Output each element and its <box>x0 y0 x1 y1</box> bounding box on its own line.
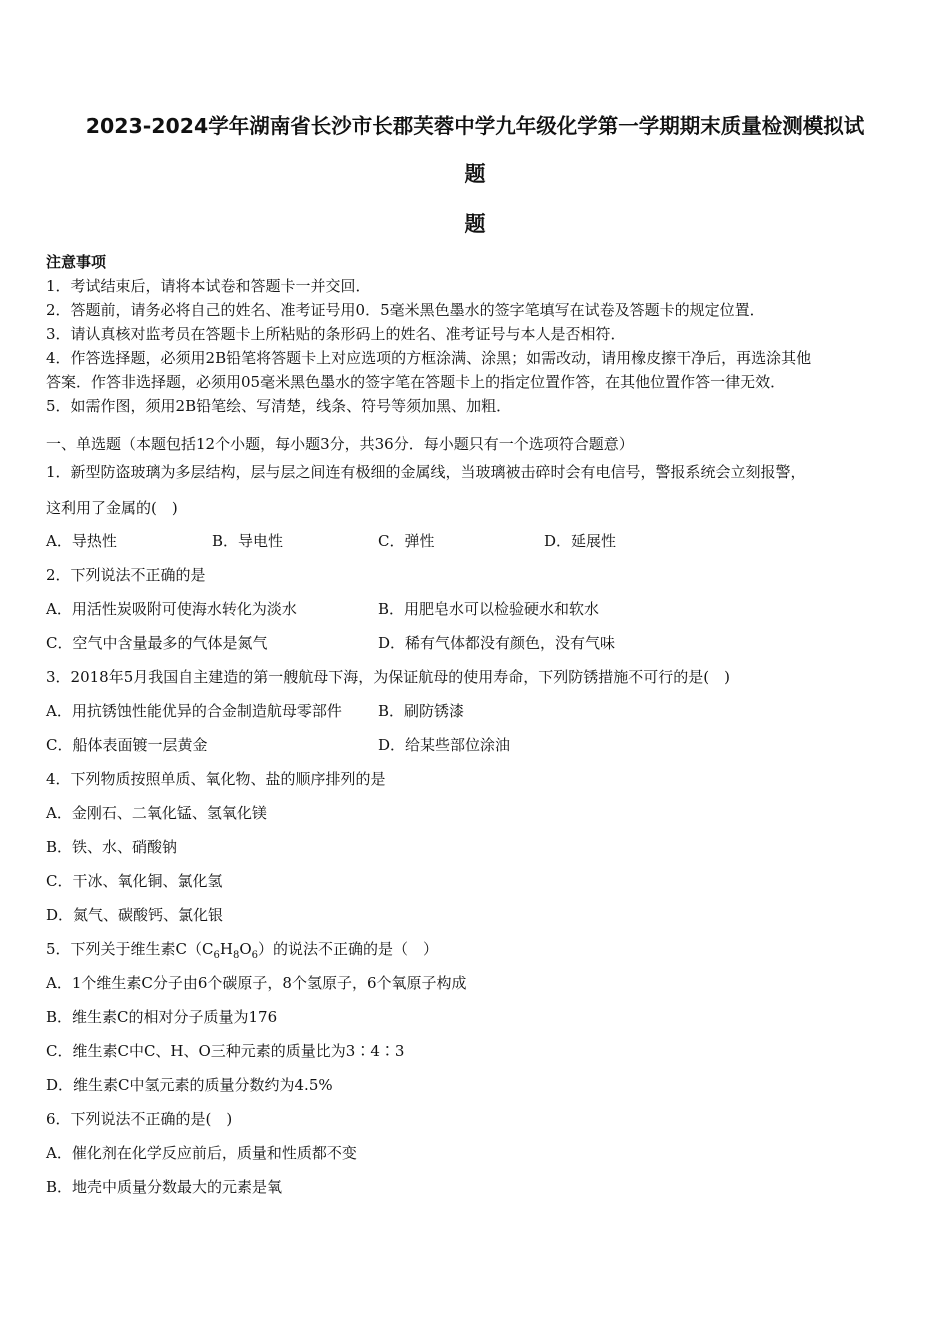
option-d: D．延展性 <box>544 532 617 550</box>
stem-text: 5．下列关于维生素C（C <box>46 940 214 958</box>
option-row <box>46 694 904 728</box>
question-stem: 6．下列说法不正确的是( ) <box>46 1110 233 1128</box>
question-stem: 这利用了金属的( ) <box>46 499 178 517</box>
option-a: A．用抗锈蚀性能优异的合金制造航母零部件 <box>46 702 342 720</box>
option-b: B．铁、水、硝酸钠 <box>46 838 178 856</box>
option-c: C．干冰、氧化铜、氯化氢 <box>46 872 223 890</box>
option-c: C．空气中含量最多的气体是氮气 <box>46 634 268 652</box>
notice-item: 3．请认真核对监考员在答题卡上所粘贴的条形码上的姓名、准考证号与本人是否相符． <box>46 325 626 343</box>
option-b: B．地壳中质量分数最大的元素是氧 <box>46 1178 283 1196</box>
notice-item: 答案．作答非选择题，必须用05毫米黑色墨水的签字笔在答题卡上的指定位置作答，在其他位置作答一律无效． <box>46 373 786 391</box>
subscript: 8 <box>232 950 240 961</box>
option-row <box>46 592 904 626</box>
option-b: B．用肥皂水可以检验硬水和软水 <box>378 600 600 618</box>
stem-text: ）的说法不正确的是（ ） <box>258 940 439 958</box>
option-c: C．弹性 <box>378 532 435 550</box>
option-d: D．氮气、碳酸钙、氯化银 <box>46 906 224 924</box>
exam-body <box>46 250 904 1204</box>
exam-title-line-3: 题 <box>464 212 486 236</box>
question-stem: 4．下列物质按照单质、氧化物、盐的顺序排列的是 <box>46 770 386 788</box>
option-d: D．维生素C中氢元素的质量分数约为4.5% <box>46 1076 333 1094</box>
option-b: B．维生素C的相对分子质量为176 <box>46 1008 278 1026</box>
notice-item: 4．作答选择题，必须用2B铅笔将答题卡上对应选项的方框涂满、涂黑；如需改动，请用橡皮擦干净后，再选涂其他 <box>46 349 812 367</box>
exam-title-line-1: 2023-2024学年湖南省长沙市长郡芙蓉中学九年级化学第一学期期末质量检测模拟试 <box>85 114 865 138</box>
subscript: 6 <box>213 950 220 961</box>
notice-item: 2．答题前，请务必将自己的姓名、准考证号用0．5毫米黑色墨水的签字笔填写在试卷及答题卡的规定位置． <box>46 301 765 319</box>
option-a: A．用活性炭吸附可使海水转化为淡水 <box>46 600 297 618</box>
option-row <box>46 626 904 660</box>
option-d: D．给某些部位涂油 <box>378 736 511 754</box>
option-d: D．稀有气体都没有颜色，没有气味 <box>378 634 616 652</box>
question-stem: 2．下列说法不正确的是 <box>46 566 206 584</box>
notice-item: 1．考试结束后，请将本试卷和答题卡一并交回． <box>46 277 371 295</box>
notice-heading: 注意事项 <box>46 253 107 271</box>
option-a: A．1个维生素C分子由6个碳原子，8个氢原子，6个氧原子构成 <box>46 974 467 992</box>
option-a: A．导热性 <box>46 532 117 550</box>
question-stem <box>46 932 904 966</box>
question-stem: 1．新型防盗玻璃为多层结构，层与层之间连有极细的金属线，当玻璃被击碎时会有电信号，警报系统会立刻报警， <box>46 463 806 481</box>
section-heading: 一、单选题（本题包括12个小题，每小题3分，共36分．每小题只有一个选项符合题意） <box>46 435 634 453</box>
option-a: A．催化剂在化学反应前后，质量和性质都不变 <box>46 1144 357 1162</box>
option-c: C．维生素C中C、H、O三种元素的质量比为3∶4∶3 <box>46 1042 405 1060</box>
stem-text: O <box>239 940 252 958</box>
subscript: 6 <box>251 950 259 961</box>
exam-title-line-2: 题 <box>464 162 486 186</box>
option-c: C．船体表面镀一层黄金 <box>46 736 208 754</box>
stem-text: H <box>219 940 233 958</box>
notice-item: 5．如需作图，须用2B铅笔绘、写清楚，线条、符号等须加黑、加粗． <box>46 397 512 415</box>
option-b: B．刷防锈漆 <box>378 702 465 720</box>
option-b: B．导电性 <box>212 532 284 550</box>
option-row <box>46 728 904 762</box>
option-a: A．金刚石、二氧化锰、氢氧化镁 <box>46 804 267 822</box>
question-stem: 3．2018年5月我国自主建造的第一艘航母下海，为保证航母的使用寿命，下列防锈措施不可行的是( ) <box>46 668 730 686</box>
option-row <box>46 524 904 558</box>
